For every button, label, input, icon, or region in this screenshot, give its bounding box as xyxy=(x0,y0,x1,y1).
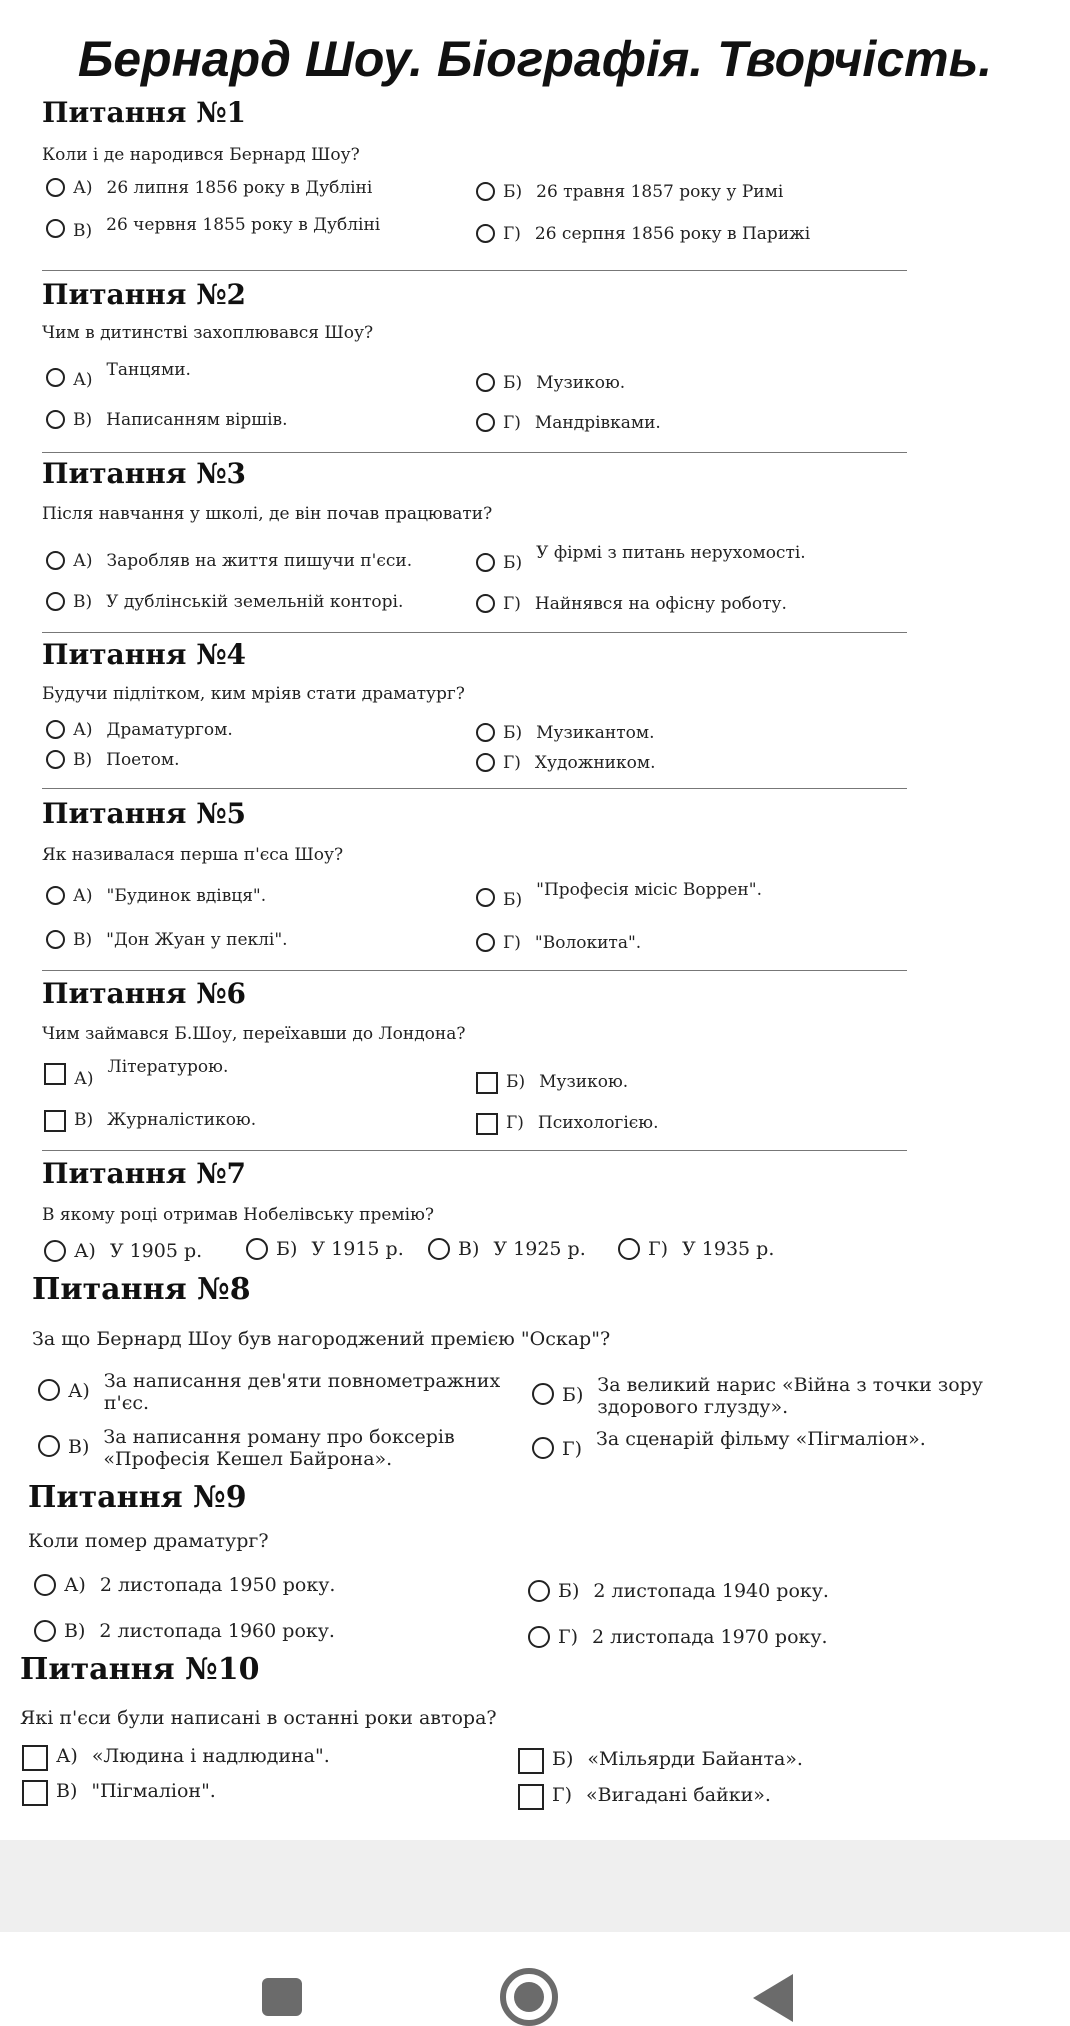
radio-circle-icon[interactable] xyxy=(476,723,495,742)
option-a[interactable]: А) "Будинок вдівця". xyxy=(46,886,266,906)
option-b[interactable]: Б) За великий нарис «Війна з точки зору здорового глузду». xyxy=(532,1374,1002,1418)
option-g[interactable]: Г) Художником. xyxy=(476,753,655,773)
option-v[interactable]: В) Написанням віршів. xyxy=(46,410,288,430)
option-v[interactable]: В) За написання роману про боксерів «Професія Кешел Байрона». xyxy=(38,1426,508,1470)
radio-circle-icon[interactable] xyxy=(34,1574,56,1596)
question-text: Чим займався Б.Шоу, переїхавши до Лондона? xyxy=(42,1024,466,1044)
radio-circle-icon[interactable] xyxy=(46,592,65,611)
radio-circle-icon[interactable] xyxy=(476,182,495,201)
radio-circle-icon[interactable] xyxy=(618,1238,640,1260)
question-text: Будучи підлітком, ким мріяв стати драматург? xyxy=(42,684,465,704)
option-v[interactable]: В) У дублінській земельній конторі. xyxy=(46,592,403,612)
option-g[interactable]: Г) Мандрівками. xyxy=(476,413,661,433)
option-b[interactable]: Б) 2 листопада 1940 року. xyxy=(528,1580,829,1602)
question-text: За що Бернард Шоу був нагороджений премією "Оскар"? xyxy=(32,1328,611,1350)
option-a[interactable]: А) Драматургом. xyxy=(46,720,233,740)
checkbox-square-icon[interactable] xyxy=(518,1748,544,1774)
radio-circle-icon[interactable] xyxy=(46,720,65,739)
radio-circle-icon[interactable] xyxy=(46,219,65,238)
radio-circle-icon[interactable] xyxy=(532,1383,554,1405)
question-text: Коли і де народився Бернард Шоу? xyxy=(42,145,360,165)
question-text: Як називалася перша п'єса Шоу? xyxy=(42,845,344,865)
radio-circle-icon[interactable] xyxy=(428,1238,450,1260)
back-triangle-icon[interactable] xyxy=(753,1974,793,2022)
question-heading: Питання №7 xyxy=(42,1157,247,1190)
radio-circle-icon[interactable] xyxy=(46,368,65,387)
question-heading: Питання №5 xyxy=(42,797,247,830)
option-g[interactable]: Г) У 1935 р. xyxy=(618,1238,774,1260)
question-heading: Питання №2 xyxy=(42,278,247,311)
radio-circle-icon[interactable] xyxy=(46,551,65,570)
radio-circle-icon[interactable] xyxy=(528,1580,550,1602)
option-v[interactable]: В) 26 червня 1855 року в Дубліні xyxy=(46,215,380,241)
radio-circle-icon[interactable] xyxy=(44,1240,66,1262)
question-text: Чим в дитинстві захоплювався Шоу? xyxy=(42,323,374,343)
divider xyxy=(42,970,907,971)
divider xyxy=(42,632,907,633)
question-heading: Питання №3 xyxy=(42,457,247,490)
checkbox-square-icon[interactable] xyxy=(22,1745,48,1771)
option-a[interactable]: А) У 1905 р. xyxy=(44,1240,202,1262)
radio-circle-icon[interactable] xyxy=(46,750,65,769)
square-icon[interactable] xyxy=(262,1978,302,2016)
question-text: Коли помер драматург? xyxy=(28,1530,269,1552)
radio-circle-icon[interactable] xyxy=(46,410,65,429)
radio-circle-icon[interactable] xyxy=(528,1626,550,1648)
option-v[interactable]: В) 2 листопада 1960 року. xyxy=(34,1620,335,1642)
option-v[interactable]: В) Журналістикою. xyxy=(44,1110,256,1132)
option-g[interactable]: Г) Психологією. xyxy=(476,1113,659,1135)
question-heading: Питання №8 xyxy=(32,1272,251,1307)
checkbox-square-icon[interactable] xyxy=(518,1784,544,1810)
radio-circle-icon[interactable] xyxy=(476,888,495,907)
divider xyxy=(42,452,907,453)
divider xyxy=(42,788,907,789)
question-heading: Питання №9 xyxy=(28,1480,247,1515)
option-v[interactable]: В) "Пігмаліон". xyxy=(22,1780,216,1806)
option-b[interactable]: Б) 26 травня 1857 року у Римі xyxy=(476,182,783,202)
checkbox-square-icon[interactable] xyxy=(44,1063,66,1085)
option-g[interactable]: Г) 26 серпня 1856 року в Парижі xyxy=(476,224,810,244)
radio-circle-icon[interactable] xyxy=(476,933,495,952)
radio-circle-icon[interactable] xyxy=(46,886,65,905)
option-v[interactable]: В) У 1925 р. xyxy=(428,1238,586,1260)
option-v[interactable]: В) Поетом. xyxy=(46,750,180,770)
option-a[interactable]: А) 2 листопада 1950 року. xyxy=(34,1574,335,1596)
radio-circle-icon[interactable] xyxy=(46,178,65,197)
option-a[interactable]: А) Танцями. xyxy=(46,360,191,390)
checkbox-square-icon[interactable] xyxy=(44,1110,66,1132)
option-g[interactable]: Г) "Волокита". xyxy=(476,933,641,953)
option-g[interactable]: Г) За сценарій фільму «Пігмаліон». xyxy=(532,1428,1002,1460)
divider xyxy=(42,1150,907,1151)
radio-circle-icon[interactable] xyxy=(38,1379,60,1401)
radio-circle-icon[interactable] xyxy=(38,1435,60,1457)
option-b[interactable]: Б) "Професія місіс Воррен". xyxy=(476,880,762,910)
radio-circle-icon[interactable] xyxy=(532,1437,554,1459)
checkbox-square-icon[interactable] xyxy=(22,1780,48,1806)
question-text: В якому році отримав Нобелівську премію? xyxy=(42,1205,435,1225)
option-a[interactable]: А) За написання дев'яти повнометражних п'єс. xyxy=(38,1370,508,1414)
option-a[interactable]: А) «Людина і надлюдина". xyxy=(22,1745,330,1771)
option-b[interactable]: Б) У фірмі з питань нерухомості. xyxy=(476,543,806,573)
radio-circle-icon[interactable] xyxy=(46,930,65,949)
radio-circle-icon[interactable] xyxy=(34,1620,56,1642)
checkbox-square-icon[interactable] xyxy=(476,1072,498,1094)
option-b[interactable]: Б) Музикантом. xyxy=(476,723,655,743)
option-a[interactable]: А) Заробляв на життя пишучи п'єси. xyxy=(46,551,412,571)
option-b[interactable]: Б) Музикою. xyxy=(476,1072,628,1094)
option-v[interactable]: В) "Дон Жуан у пеклі". xyxy=(46,930,288,950)
option-b[interactable]: Б) У 1915 р. xyxy=(246,1238,404,1260)
option-g[interactable]: Г) Найнявся на офісну роботу. xyxy=(476,594,787,614)
option-b[interactable]: Б) Музикою. xyxy=(476,373,625,393)
checkbox-square-icon[interactable] xyxy=(476,1113,498,1135)
radio-circle-icon[interactable] xyxy=(476,224,495,243)
option-b[interactable]: Б) «Мільярди Байанта». xyxy=(518,1748,803,1774)
radio-circle-icon[interactable] xyxy=(476,413,495,432)
footer-bar xyxy=(0,1840,1070,1932)
question-text: Після навчання у школі, де він почав працювати? xyxy=(42,504,493,524)
option-a[interactable]: А) Літературою. xyxy=(44,1057,228,1089)
question-text: Які п'єси були написані в останні роки автора? xyxy=(20,1707,497,1729)
question-heading: Питання №4 xyxy=(42,638,247,671)
question-heading: Питання №6 xyxy=(42,977,247,1010)
page-title: Бернард Шоу. Біографія. Творчість. xyxy=(77,31,993,87)
radio-circle-icon[interactable] xyxy=(476,373,495,392)
option-g[interactable]: Г) «Вигадані байки». xyxy=(518,1784,771,1810)
home-dot xyxy=(514,1982,544,2012)
option-a[interactable]: А) 26 липня 1856 року в Дубліні xyxy=(46,178,372,198)
radio-circle-icon[interactable] xyxy=(476,553,495,572)
radio-circle-icon[interactable] xyxy=(476,753,495,772)
question-heading: Питання №10 xyxy=(20,1652,260,1687)
radio-circle-icon[interactable] xyxy=(476,594,495,613)
divider xyxy=(42,270,907,271)
question-heading: Питання №1 xyxy=(42,96,247,129)
radio-circle-icon[interactable] xyxy=(246,1238,268,1260)
option-g[interactable]: Г) 2 листопада 1970 року. xyxy=(528,1626,828,1648)
